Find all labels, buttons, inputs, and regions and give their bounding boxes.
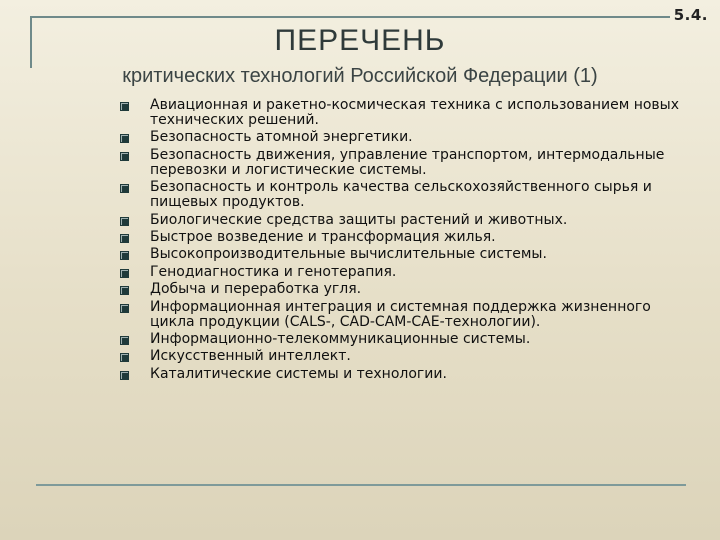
list-item [120, 180, 680, 210]
list-item-text: Добыча и переработка угля. [150, 281, 362, 298]
list-item [120, 332, 680, 347]
page-title: ПЕРЕЧЕНЬ [274, 24, 446, 57]
list-item-text: Безопасность атомной энергетики. [150, 129, 413, 146]
square-bullet-icon [120, 353, 129, 362]
square-bullet-icon [120, 152, 129, 161]
list-item-text: Каталитические системы и технологии. [150, 365, 447, 382]
list-item-text: Информационно-телекоммуникационные системы. [150, 330, 531, 347]
list-item [120, 282, 680, 297]
list-item [120, 213, 680, 228]
square-bullet-icon [120, 251, 129, 260]
list-item [120, 130, 680, 145]
list-item [120, 265, 680, 280]
list-item [120, 367, 680, 382]
slide-number: 5.4. [673, 6, 708, 24]
list-item [120, 247, 680, 262]
list-item-text: Быстрое возведение и трансформация жилья. [150, 228, 496, 245]
list-item-text: Биологические средства защиты растений и животных. [150, 211, 568, 228]
square-bullet-icon [120, 134, 129, 143]
list-item [120, 230, 680, 245]
footer-divider [36, 484, 686, 486]
page-subtitle: критических технологий Российской Федерации (1) [122, 65, 598, 87]
list-item-text: Безопасность движения, управление транспортом, интермодальные перевозки и логистические системы. [150, 146, 665, 178]
list-item [120, 148, 680, 178]
square-bullet-icon [120, 336, 129, 345]
square-bullet-icon [120, 286, 129, 295]
list-item-text: Генодиагностика и генотерапия. [150, 263, 397, 280]
frame-top-border [30, 16, 670, 18]
list-item [120, 300, 680, 330]
list-item [120, 98, 680, 128]
list-item [120, 349, 680, 364]
list-item-text: Авиационная и ракетно-космическая техника с использованием новых технических решений. [150, 97, 680, 128]
square-bullet-icon [120, 184, 129, 193]
square-bullet-icon [120, 304, 129, 313]
square-bullet-icon [120, 371, 129, 380]
square-bullet-icon [120, 217, 129, 226]
square-bullet-icon [120, 234, 129, 243]
list-item-text: Информационная интеграция и системная поддержка жизненного цикла продукции (CALS-, CAD-CAM-CAE-технологии). [150, 298, 651, 330]
square-bullet-icon [120, 269, 129, 278]
list-item-text: Высокопроизводительные вычислительные системы. [150, 246, 547, 263]
square-bullet-icon [120, 102, 129, 111]
list-item-text: Искусственный интеллект. [150, 348, 351, 365]
technology-list [120, 98, 680, 384]
list-item-text: Безопасность и контроль качества сельскохозяйственного сырья и пищевых продуктов. [150, 179, 652, 211]
